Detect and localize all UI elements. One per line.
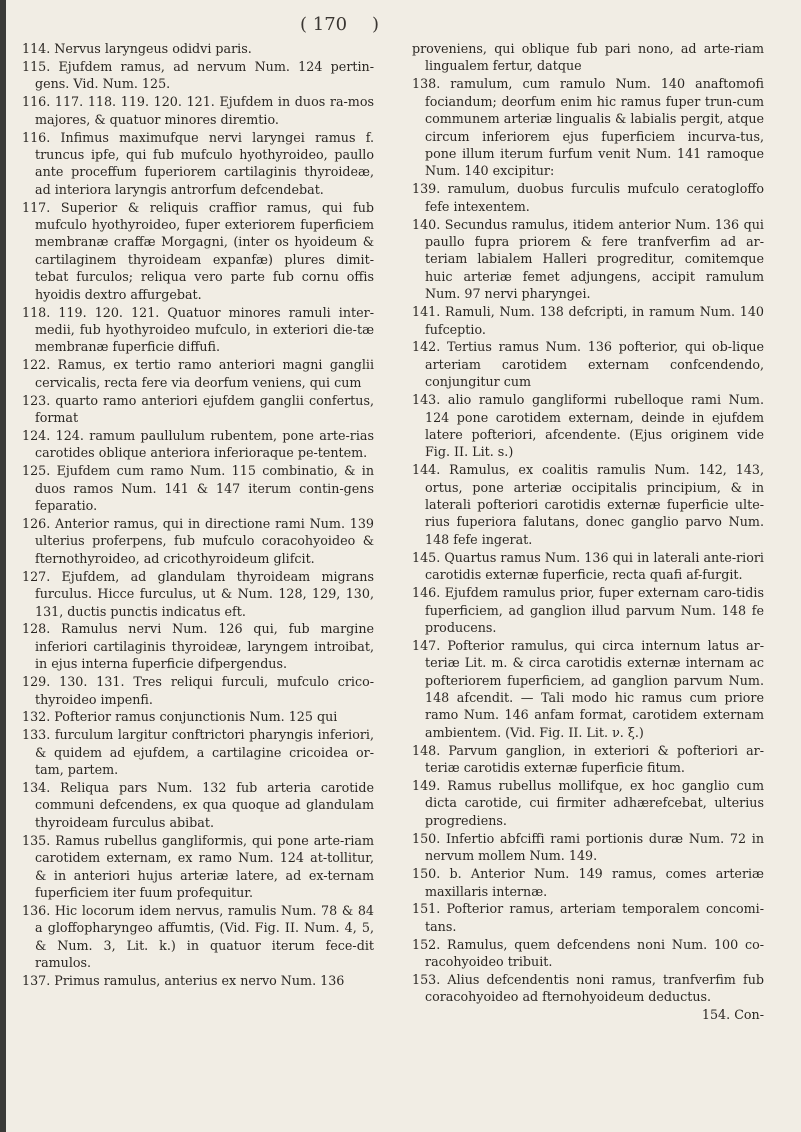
entry-127: 127. Ejufdem, ad glandulam thyroideam migrans furculus. Hicce furculus, ut & Num. 128, 129, 130, 131, ductis punctis indicatus eft.	[22, 568, 374, 619]
entry-122: 122. Ramus, ex tertio ramo anteriori magni ganglii cervicalis, recta fere via deorfum veniens, qui cum	[22, 357, 374, 390]
entry-152: 152. Ramulus, quem defcendens noni Num. 100 co-racohyoideo tribuit.	[412, 936, 764, 970]
entry-114: 114. Nervus laryngeus odidvi paris.	[22, 41, 252, 56]
entry-138: 138. ramulum, cum ramulo Num. 140 anaftomofi fociandum; deorfum enim hic ramus fuper trun-cum communem arteriæ lingualis & labialis pergit, atque circum inferiorem ejus fuperficiem incurva-tus, pone illum iterum furfum venit Num. 141 ramoque Num. 140 excipitur:	[412, 76, 764, 179]
entry-151: 151. Pofterior ramus, arteriam temporalem concomi-tans.	[412, 901, 764, 934]
entry-144: 144. Ramulus, ex coalitis ramulis Num. 142, 143, ortus, pone arteriæ occipitalis principium, & in laterali pofteriori carotidis externæ fuperficie ulte-rius fuperiora falutans, donec ganglio parvo Num. 148 fefe ingerat.	[412, 462, 764, 547]
page-number: 170	[312, 14, 348, 35]
entry-116-121: 116. 117. 118. 119. 120. 121. Ejufdem in duos ra-mos majores, & quatuor minores diremtio.	[22, 94, 374, 127]
header-close-paren: )	[372, 14, 380, 35]
page-binding-edge	[0, 0, 6, 1132]
entry-116: 116. Infimus maximufque nervi laryngei ramus f. truncus ipfe, qui fub mufculo hyothyroideo, paullo ante proceffum fuperiorem cartilaginis thyroideæ, ad interiora laryngis antrorfum defcendebat.	[22, 129, 374, 197]
entry-149: 149. Ramus rubellus mollifque, ex hoc ganglio cum dicta carotide, cui firmiter adhærefcebat, ulterius progrediens.	[412, 778, 764, 828]
entry-148: 148. Parvum ganglion, in exteriori & pofteriori ar-teriæ carotidis externæ fuperficie fitum.	[412, 742, 764, 776]
header-left	[300, 14, 347, 35]
catchword: 154. Con-	[701, 1007, 764, 1023]
entry-125: 125. Ejufdem cum ramo Num. 115 combinatio, & in duos ramos Num. 141 & 147 iterum contin-gens feparatio.	[22, 463, 374, 514]
page-header	[0, 14, 801, 38]
entry-150: 150. Infertio abfciffi rami portionis duræ Num. 72 in nervum mollem Num. 149.	[412, 830, 764, 864]
entry-140: 140. Secundus ramulus, itidem anterior Num. 136 qui paullo fupra priorem & fere tranfverfim ad ar-teriam labialem Halleri progreditur, comitemque huic arteriæ femet adjungens, accipit ramulum Num. 97 nervi pharyngei.	[412, 216, 764, 302]
entry-124: 124. 124. ramum paullulum rubentem, pone arte-rias carotides oblique anteriora inferioraque pe-tentem.	[22, 427, 374, 461]
entry-137: 137. Primus ramulus, anterius ex nervo Num. 136	[22, 973, 345, 989]
entry-133: 133. furculum largitur conftrictori pharyngis inferiori, & quidem ad ejufdem, a cartilagine cricoidea or-tam, partem.	[22, 727, 374, 778]
entry-134: 134. Reliqua pars Num. 132 fub arteria carotide communi defcendens, ex qua quoque ad glandulam thyroideam furculus abibat.	[22, 780, 374, 830]
entry-129-131: 129. 130. 131. Tres reliqui furculi, mufculo crico-thyroideo impenfi.	[22, 674, 374, 707]
entry-153: 153. Alius defcendentis noni ramus, tranfverfim fub coracohyoideo ad fternohyoideum deductus.	[412, 972, 764, 1005]
entry-115: 115. Ejufdem ramus, ad nervum Num. 124 pertin-gens. Vid. Num. 125.	[22, 58, 374, 92]
header-open-paren: (	[300, 14, 308, 35]
entry-117: 117. Superior & reliquis craffior ramus, qui fub mufculo hyothyroideo, fuper exteriorem fuperficiem membranæ craffæ Morgagni, (inter os hyoideum & cartilaginem thyroideam expanfæ) plures dimit-tebat furculos; reliqua vero parte fub cornu offis hyoidis dextro affurgebat.	[22, 199, 374, 302]
entry-145: 145. Quartus ramus Num. 136 qui in laterali ante-riori carotidis externæ fuperficie, recta quafi af-furgit.	[412, 549, 764, 583]
entry-126: 126. Anterior ramus, qui in directione rami Num. 139 ulterius proferpens, fub mufculo coracohyoideo & fternothyroideo, ad cricothyroideum glifcit.	[22, 515, 374, 566]
entry-128: 128. Ramulus nervi Num. 126 qui, fub margine inferiori cartilaginis thyroideæ, laryngem introibat, in ejus interna fuperficie difpergendus.	[22, 621, 374, 672]
entry-123: 123. quarto ramo anteriori ejufdem ganglii confertus, format	[22, 392, 374, 426]
entry-135: 135. Ramus rubellus gangliformis, qui pone arte-riam carotidem externam, ex ramo Num. 124 at-tollitur, & in anteriori hujus arteriæ latere, ad ex-ternam fuperficiem iter fuum profequitur.	[22, 832, 374, 900]
entry-142: 142. Tertius ramus Num. 136 pofterior, qui ob-lique arteriam carotidem externam confcendendo, conjungitur cum	[412, 339, 764, 390]
entry-141: 141. Ramuli, Num. 138 defcripti, in ramum Num. 140 fufceptio.	[412, 304, 764, 337]
entry-118-121: 118. 119. 120. 121. Quatuor minores ramuli inter-medii, fub hyothyroideo mufculo, in exteriori die-tæ membranæ fuperficie diffufi.	[22, 304, 374, 355]
entry-147: 147. Pofterior ramulus, qui circa internum latus ar-teriæ Lit. m. & circa carotidis externæ internam ac pofteriorem fuperficiem, ad ganglion parvum Num. 148 afcendit. — Tali modo hic ramus cum priore ramo Num. 146 anfam format, carotidem externam ambientem. (Vid. Fig. II. Lit. ν. ξ.)	[412, 637, 764, 740]
entry-136: 136. Hic locorum idem nervus, ramulis Num. 78 & 84 a gloffopharyngeo affumtis, (Vid. Fig. II. Num. 4, 5, & Num. 3, Lit. k.) in quatuor iterum fece-dit ramulos.	[22, 902, 374, 971]
entry-150b: 150. b. Anterior Num. 149 ramus, comes arteriæ maxillaris internæ.	[412, 866, 764, 899]
left-column	[22, 40, 374, 990]
entry-146: 146. Ejufdem ramulus prior, fuper externam caro-tidis fuperficiem, ad ganglion illud parvum Num. 148 fe producens.	[412, 585, 764, 635]
entry-132: 132. Pofterior ramus conjunctionis Num. 125 qui	[22, 709, 338, 725]
entry-143: 143. alio ramulo gangliformi rubelloque rami Num. 124 pone carotidem externam, deinde in ejufdem latere pofteriori, afcendente. (Ejus originem vide Fig. II. Lit. s.)	[412, 392, 764, 460]
right-column	[412, 40, 764, 1024]
entry-137-continued: proveniens, qui oblique fub pari nono, ad arte-riam lingualem fertur, datque	[412, 41, 764, 74]
entry-139: 139. ramulum, duobus furculis mufculo ceratogloffo fefe intexentem.	[412, 181, 764, 214]
